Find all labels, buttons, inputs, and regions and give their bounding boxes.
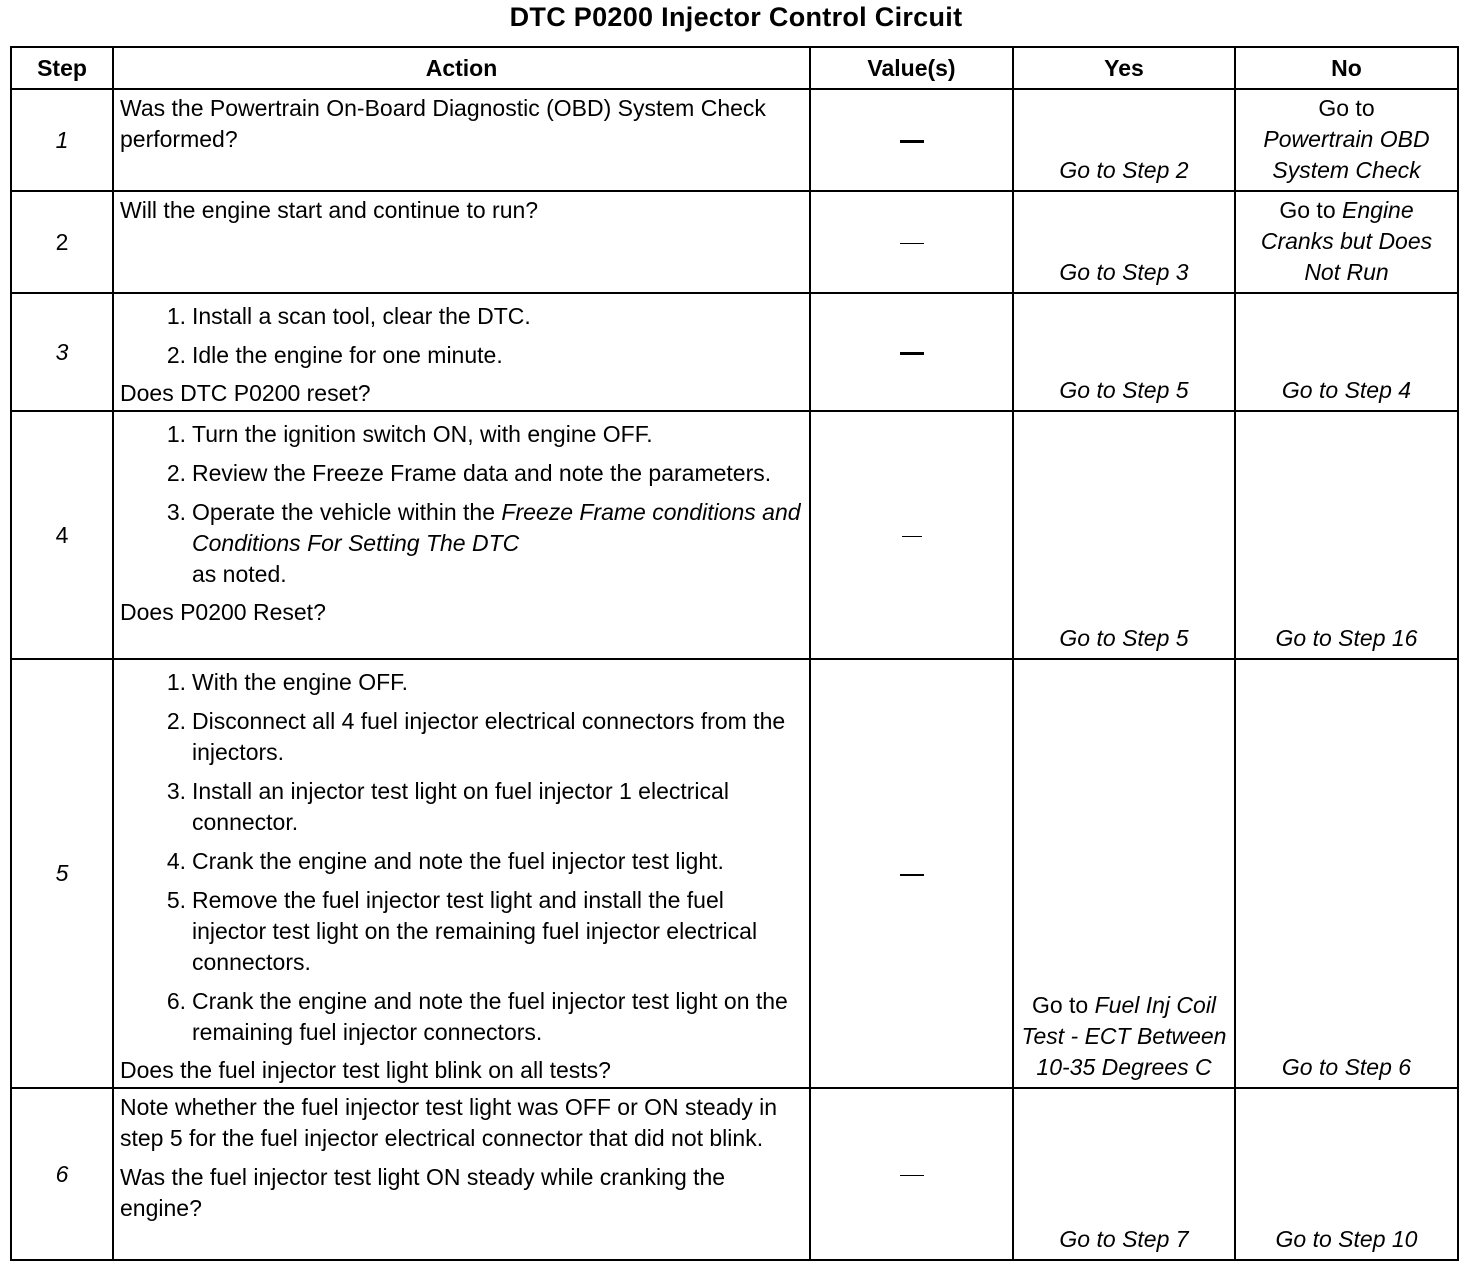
no-cell <box>1235 89 1458 191</box>
action-cell <box>113 191 810 293</box>
header-action: Action <box>113 47 810 89</box>
table-row <box>11 659 1458 1088</box>
action-steps <box>120 667 803 1048</box>
list-item: 3. Operate the vehicle within the Freeze Frame conditions and Conditions For Setting The DTC as noted. <box>166 499 801 587</box>
list-item: 4. Crank the engine and note the fuel injector test light. <box>166 848 724 874</box>
yes-cell: Go to Step 5 <box>1013 293 1235 411</box>
action-question: Does DTC P0200 reset? <box>120 380 371 406</box>
action-cell <box>113 659 810 1088</box>
list-item: 1. Turn the ignition switch ON, with engine OFF. <box>166 421 653 447</box>
step-number: 5 <box>11 659 113 1088</box>
list-item: 3. Install an injector test light on fuel injector 1 electrical connector. <box>166 778 729 835</box>
action-question: Was the fuel injector test light ON steady while cranking the engine? <box>120 1164 726 1221</box>
table-row <box>11 293 1458 411</box>
no-cell <box>1235 191 1458 293</box>
no-cell: Go to Step 16 <box>1235 411 1458 659</box>
yes-cell <box>1013 659 1235 1088</box>
header-values: Value(s) <box>810 47 1013 89</box>
value-cell <box>810 659 1013 1088</box>
header-step: Step <box>11 47 113 89</box>
no-prefix: Go to <box>1279 197 1336 223</box>
yes-link: Fuel Inj Coil Test - ECT Between 10-35 Degrees C <box>1021 992 1227 1080</box>
diagnostic-table <box>10 46 1459 1261</box>
action-cell <box>113 293 810 411</box>
action-question: Will the engine start and continue to run? <box>120 197 539 223</box>
list-item: 2. Review the Freeze Frame data and note the parameters. <box>166 460 772 486</box>
list-item: 2. Disconnect all 4 fuel injector electrical connectors from the injectors. <box>166 708 786 765</box>
page-title: DTC P0200 Injector Control Circuit <box>509 2 963 32</box>
yes-prefix: Go to <box>1031 992 1089 1018</box>
list-item: 2. Idle the engine for one minute. <box>166 342 503 368</box>
list-item: 6. Crank the engine and note the fuel injector test light on the remaining fuel injector connectors. <box>166 988 788 1045</box>
dash-mark <box>900 1175 924 1177</box>
action-cell <box>113 89 810 191</box>
list-item: 1. Install a scan tool, clear the DTC. <box>166 303 531 329</box>
action-cell <box>113 411 810 659</box>
action-note: Note whether the fuel injector test light was OFF or ON steady in step 5 for the fuel injector electrical connector that did not blink. <box>120 1094 778 1151</box>
action-steps <box>120 301 803 371</box>
action-cell <box>113 1088 810 1260</box>
step-number: 4 <box>11 411 113 659</box>
dash-mark <box>900 874 924 876</box>
yes-cell: Go to Step 7 <box>1013 1088 1235 1260</box>
step-number: 2 <box>11 191 113 293</box>
value-cell <box>810 293 1013 411</box>
dash-mark <box>902 536 922 538</box>
step-number: 6 <box>11 1088 113 1260</box>
step-number: 3 <box>11 293 113 411</box>
value-cell <box>810 191 1013 293</box>
table-row <box>11 191 1458 293</box>
dash-mark <box>900 140 924 143</box>
action-question: Does the fuel injector test light blink on all tests? <box>120 1057 611 1083</box>
no-link: Powertrain OBD System Check <box>1263 126 1430 183</box>
no-prefix: Go to <box>1318 95 1375 121</box>
header-yes: Yes <box>1013 47 1235 89</box>
table-row <box>11 89 1458 191</box>
action-steps <box>120 419 803 590</box>
yes-cell: Go to Step 5 <box>1013 411 1235 659</box>
no-cell: Go to Step 6 <box>1235 659 1458 1088</box>
dash-mark <box>900 352 924 355</box>
header-no: No <box>1235 47 1458 89</box>
list-item: 1. With the engine OFF. <box>166 669 409 695</box>
value-cell <box>810 1088 1013 1260</box>
no-cell: Go to Step 10 <box>1235 1088 1458 1260</box>
table-row <box>11 411 1458 659</box>
no-cell: Go to Step 4 <box>1235 293 1458 411</box>
value-cell <box>810 89 1013 191</box>
header-row <box>11 47 1458 89</box>
value-cell <box>810 411 1013 659</box>
step-number: 1 <box>11 89 113 191</box>
table-row <box>11 1088 1458 1260</box>
no-link: Engine Cranks but Does Not Run <box>1260 197 1433 285</box>
list-item: 5. Remove the fuel injector test light and install the fuel injector test light on the remaining fuel injector electrical connectors. <box>166 887 758 975</box>
dash-mark <box>900 243 924 245</box>
action-question: Was the Powertrain On-Board Diagnostic (OBD) System Check performed? <box>120 95 766 152</box>
yes-cell: Go to Step 2 <box>1013 89 1235 191</box>
yes-cell: Go to Step 3 <box>1013 191 1235 293</box>
action-question: Does P0200 Reset? <box>120 599 326 625</box>
